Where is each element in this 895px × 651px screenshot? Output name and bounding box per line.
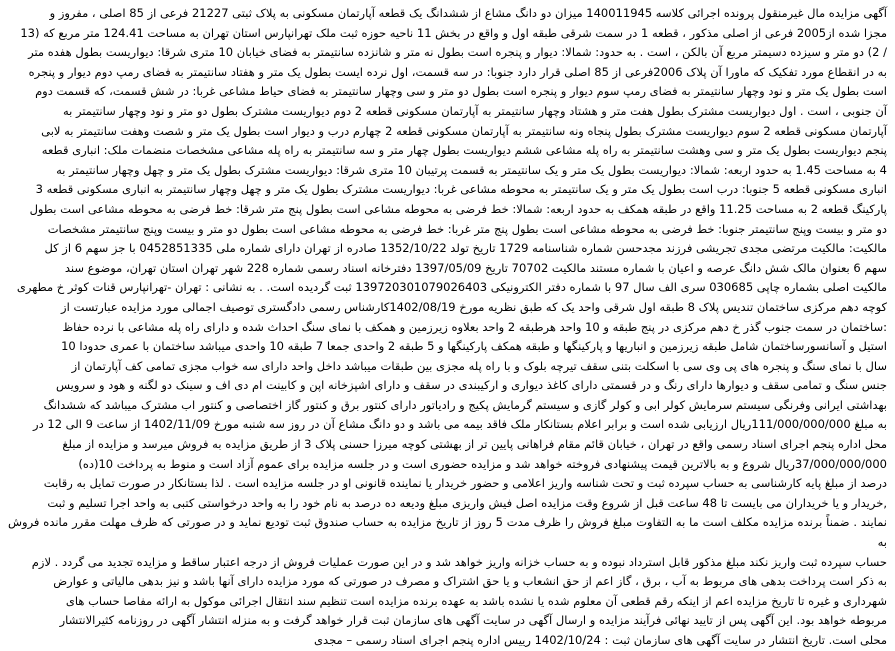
notice-line: 4 به مساحت 1.45 به حدود اربعه: شمالا: دیواریست بطول یک متر و یک سانتیمتر به قسمت پرتیبان 10 متری شرقا: دیواریست مشترک بطول یک متر و چهل وچهار سانتیمتر به xyxy=(56,162,887,177)
notice-line: انباری مسکونی قطعه 5 جنوبا: درب است بطول یک متر و یک سانتیمتر به محوطه مشاعی غربا: دیواریست مشترک بطول یک متر و چهل وچهار سانتیمتر به انباری مسکونی قطعه 3 xyxy=(35,182,887,197)
notice-line: نمایند . ضمناً برنده مزایده مکلف است ما به التفاوت مبلغ فروش را ظرف مدت 5 روز از تاریخ مزایده به حساب صندوق ثبت تودیع نماید و در صورتی که ظرف مهلت مقرر مانده فروش به xyxy=(8,515,887,550)
notice-line: 37/000/000/000ریال شروع و به بالاترین قیمت پیشنهادی فروخته خواهد شد و مزایده حضوری است و در جلسه مزایده برای عموم آزاد است و منوط به پرداخت 10(ده) xyxy=(78,456,887,471)
notice-line: به در انقطاع مورد تفکیک که ماورا آن پلاک 2006فرعی از 85 اصلی قرار دارد جنوبا: در سه قسمت، اول نرده ایست بطول یک متر و هفتاد سانتیمتر به فضای رمپ دوم دیوار و پنجره xyxy=(28,64,887,79)
notice-line: مالکیت اصلی بشماره چاپی 030685 سری الف سال 97 با شماره دفتر الکترونیکی 139720301079026403 ثبت گردیده است. . به نشانی : تهران -تهرانپارس قنات کوثر خ مطهری xyxy=(16,280,887,295)
notice-line: :ساختمان در سمت جنوب گذر خ دهم مرکزی در پنج طبقه و 10 واحد هرطبقه 2 واحد بعلاوه زیرزمین و همکف با نمای سنگ احداث شده و دارای راه پله مشاعی با نرده حفاظ xyxy=(62,319,887,334)
notice-line: پنجم دیواریست بطول یک متر و سی وهشت سانتیمتر به راه پله مشاعی ششم دیواریست بطول چهار متر و سه سانتیمتر به راه پله مشاعی مشخصات منضمات ملک: انباری قطعه xyxy=(41,143,887,158)
notice-line: آپارتمان مسکونی قطعه 2 سوم دیواریست مشترک بطول پنجاه ونه سانتیمتر به آپارتمان مسکونی قطعه 2 چهارم درب و دیوار است بطول یک متر و شصت وهفت سانتیمتر به لابی xyxy=(41,123,887,138)
notice-line: مربوطه خواهد بود. این آگهی پس از تایید نهائی فرآیند مزایده و ارسال آگهی در سایت آگهی های سازمان ثبت قرار خواهد گرفت و به منزله انتشار آگهی در روزنامه کثیرالانتشار xyxy=(59,613,887,628)
notice-line: ,خریدار و یا خریداران می بایست تا 48 ساعت قبل از شروع وقت مزایده اصل فیش واریزی مبلغ ودیعه ده درصد به نام خود را به واحد درخواستی کتبی به واحد اجرا تسلیم و ثبت xyxy=(47,495,887,510)
notice-line: سال با نمای سنگ و پنجره های پی وی سی با اسکلت بتنی سقف تیرچه بلوک و با راه پله مجزی بین طبقات میباشد داخل واحد دارای سه خواب مجزی تمامی کف آپارتمان از xyxy=(71,358,887,373)
notice-line: آن جنوبی ، است . اول دیواریست مشترک بطول هفت متر و هشتاد وچهار سانتیمتر به آپارتمان مسکونی قطعه 2 دوم دیواریست مشترک بطول دو متر و نود وچهار سانتیمتر به xyxy=(62,103,887,118)
notice-line: است بطول یک متر و نود وچهار سانتیمتر به فضای رمپ سوم دیوار و پنجره است بطول دو متر و سی وچهار سانتیمتر به فضای حیاط مشاعی غربا: در شش قسمت، که قسمت دوم xyxy=(35,84,887,99)
notice-line: پارکینگ قطعه 2 به مساحت 11.25 واقع در طبقه همکف به حدود اربعه: شمالا: خط فرضی به محوطه مشاعی است بطول پنج متر شرقا: خط فرضی به محوطه مشاعی است بطول xyxy=(29,201,887,216)
notice-line: مجزا شده از2005 فرعی از اصلی مذکور ، قطعه 1 در سمت شرقی طبقه اول و واقع در بخش 11 ناحیه حوزه ثبت ملک تهرانپارس استان تهران به مساحت 124.41 متر مربع که (13 xyxy=(20,25,887,40)
notice-line: دو متر و بیست وپنج سانتیمتر جنوبا: خط فرضی به محوطه مشاعی است بطول پنج متر غربا: خط فرضی به محوطه مشاعی است بطول دو متر و بیست وپنج سانتیمتر مشخصات xyxy=(47,221,887,236)
notice-line: استیل و آسانسورساختمان شامل طبقه زیرزمین و انباریها و پارکینگها و طبقه همکف پارکینگها و 5 طبقه 2 واحدی جمعا 7 طبقه 10 واحدی میباشد ساختمان با عمری حدودا 10 xyxy=(61,339,887,354)
notice-line: بهداشتی ایرانی وفرنگی سیستم سرمایش کولر ابی و کولر گازی و سیستم گرمایش پکیج و رادیاتور دارای کنتور برق و کنتور گاز اختصاصی و کنتور اب مشترک میباشد که ششدانگ xyxy=(43,397,887,412)
notice-line: / 2) دو متر و سیزده دسیمتر مربع آن بالکن ، است . به حدود: شمالا: دیوار و پنجره است بطول نه متر و شانزده سانتیمتر به فضای خیابان 10 متری شرقا: دیواریست بطول هفده متر xyxy=(28,45,887,60)
notice-line: شهرداری و غیره تا تاریخ مزایده اعم از اینکه رقم قطعی آن معلوم شده یا نشده باشد به عهده برنده مزایده است تنظیم سند انتقال اجرائی موکول به ارائه مفاصا حساب های xyxy=(65,593,887,608)
notice-line: مالکیت: مالکیت مرتضی مجدی تجریشی فرزند مجدحسن شماره شناسنامه 1729 تاریخ تولد 1352/10/22 صادره از تهران دارای شماره ملی 0452851335 با جز سهم 6 از کل xyxy=(44,241,887,256)
notice-line: جنس سنگ و تمامی سقف و دیوارها دارای رنگ و در قسمتی دارای کاغذ دیواری و ارکیبندی در سقف و دارای اشپزخانه اپن و کابینت ام دی اف و سینک دو لگنه و هود و سرویس xyxy=(55,378,887,393)
notice-line: به ذکر است پرداخت بدهی های مربوط به آب ، برق ، گاز اعم از حق انشعاب و یا حق اشتراک و مصرف در صورتی که مورد مزایده دارای آنها باشد و نیز بدهی مالیاتی و عوارض xyxy=(53,574,887,589)
notice-line-final: محلی است. تاریخ انتشار در سایت آگهی های سازمان ثبت : 1402/10/24 رییس اداره پنجم اجرای اسناد رسمی – مجدی xyxy=(314,633,887,647)
notice-line: حساب سپرده ثبت واریز نکند مبلغ مذکور قابل استرداد نبوده و به حساب خزانه واریز خواهد شد و در این صورت عملیات فروش از درجه اعتبار ساقط و مزایده تجدید می گردد . لازم xyxy=(31,554,887,569)
notice-line: آگهی مزایده مال غیرمنقول پرونده اجرائی کلاسه 140011945 میزان دو دانگ مشاع از ششدانگ یک قطعه آپارتمان مسکونی به پلاک ثبتی 21227 فرعی از 85 اصلی ، مفروز و xyxy=(49,6,887,20)
notice-line: به مبلغ 111/000/000/000ریال ارزیابی شده است و برابر اعلام بستانکار ملک فاقد بیمه می باشد و دو دانگ مشاع آن در روز سه شنبه مورخ 1402/11/09 از ساعت 9 الی 12 در xyxy=(33,417,887,432)
notice-line: سهم 6 بعنوان مالک شش دانگ عرصه و اعیان با شماره مستند مالکیت 70702 تاریخ 1397/05/09 دفترخانه اسناد رسمی شماره 228 شهر تهران استان تهران، موضوع سند xyxy=(64,260,887,275)
notice-line: کوچه دهم مرکزی ساختمان تندیس پلاک 8 طبقه اول شرقی واحد یک که طبق نظریه مورخ 1402/08/19کارشناس رسمی دادگستری توصیف اجمالی مورد مزایده عبارتست از xyxy=(61,299,887,314)
notice-line: درصد از مبلغ پایه کارشناسی به حساب سپرده ثبت و تحت شناسه واریز اعلامی و حضور خریدار یا نماینده قانونی او در جلسه مزایده است . لذا بستانکار در صورت تمایل به رقابت xyxy=(43,476,887,491)
notice-line: محل اداره پنجم اجرای اسناد رسمی واقع در تهران ، خیابان قائم مقام فراهانی پایین تر از بهشتی کوچه میرزا حسنی پلاک 3 از طریق مزایده به فروش میرسد و مزایده از مبلغ xyxy=(62,437,887,452)
